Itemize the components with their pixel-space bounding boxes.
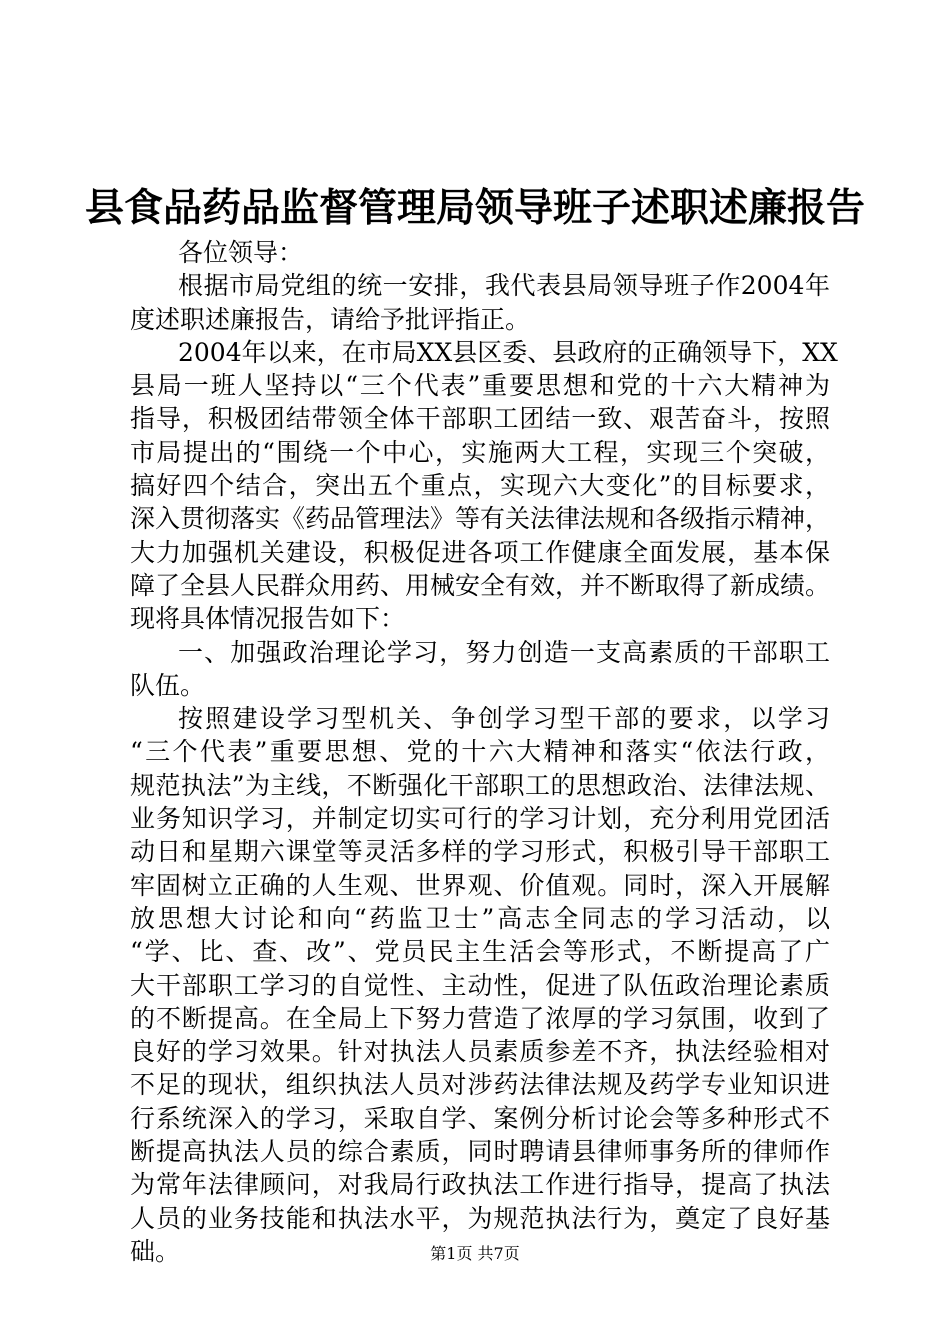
text-line: 2004年以来，在市局XX县区委、县政府的正确领导下，XX — [178, 337, 838, 367]
text-line: 大干部职工学习的自觉性、主动性，促进了队伍政治理论素质 — [130, 970, 830, 1000]
text-line: 的不断提高。在全局上下努力营造了浓厚的学习氛围，收到了 — [130, 1003, 830, 1033]
text-line: 大力加强机关建设，积极促进各项工作健康全面发展，基本保 — [130, 537, 830, 567]
text-line: 一、加强政治理论学习，努力创造一支高素质的干部职工 — [178, 637, 830, 667]
text-line: 动日和星期六课堂等灵活多样的学习形式，积极引导干部职工 — [130, 837, 830, 867]
text-line: 行系统深入的学习，采取自学、案例分析讨论会等多种形式不 — [130, 1103, 830, 1133]
text-line: 人员的业务技能和执法水平，为规范执法行为，奠定了良好基 — [130, 1203, 830, 1233]
text-line: 为常年法律顾问，对我局行政执法工作进行指导，提高了执法 — [130, 1170, 830, 1200]
text-line: 市局提出的“围绕一个中心，实施两大工程，实现三个突破， — [130, 437, 830, 467]
text-line: 业务知识学习，并制定切实可行的学习计划，充分利用党团活 — [130, 804, 830, 834]
text-line: 规范执法”为主线，不断强化干部职工的思想政治、法律法规、 — [130, 770, 830, 800]
text-line: 放思想大讨论和向“药监卫士”高志全同志的学习活动，以 — [130, 903, 830, 933]
text-line: 指导，积极团结带领全体干部职工团结一致、艰苦奋斗，按照 — [130, 404, 830, 434]
text-line: 础。 — [130, 1236, 181, 1266]
text-line: 按照建设学习型机关、争创学习型干部的要求，以学习 — [178, 704, 830, 734]
text-line: 牢固树立正确的人生观、世界观、价值观。同时，深入开展解 — [130, 870, 830, 900]
text-line: 度述职述廉报告，请给予批评指正。 — [130, 304, 531, 334]
text-line: 根据市局党组的统一安排，我代表县局领导班子作2004年 — [178, 271, 830, 301]
text-line: 不足的现状，组织执法人员对涉药法律法规及药学专业知识进 — [130, 1070, 830, 1100]
text-line: “学、比、查、改”、党员民主生活会等形式，不断提高了广 — [130, 937, 830, 967]
text-line: 深入贯彻落实《药品管理法》等有关法律法规和各级指示精神， — [130, 504, 831, 534]
text-line: 各位领导： — [178, 238, 304, 267]
text-line: 断提高执法人员的综合素质，同时聘请县律师事务所的律师作 — [130, 1137, 830, 1167]
text-line: “三个代表”重要思想、党的十六大精神和落实“依法行政， — [130, 737, 830, 767]
page-footer: 第1页 共7页 — [430, 1244, 520, 1263]
text-line: 障了全县人民群众用药、用械安全有效，并不断取得了新成绩。 — [130, 570, 831, 600]
text-line: 搞好四个结合，突出五个重点，实现六大变化”的目标要求， — [130, 471, 830, 501]
text-line: 现将具体情况报告如下： — [130, 604, 406, 634]
text-line: 队伍。 — [130, 670, 206, 700]
text-line: 县局一班人坚持以“三个代表”重要思想和党的十六大精神为 — [130, 371, 830, 401]
document-body — [130, 236, 838, 1268]
text-line: 良好的学习效果。针对执法人员素质参差不齐，执法经验相对 — [130, 1037, 830, 1067]
document-title: 县食品药品监督管理局领导班子述职述廉报告 — [84, 185, 865, 231]
